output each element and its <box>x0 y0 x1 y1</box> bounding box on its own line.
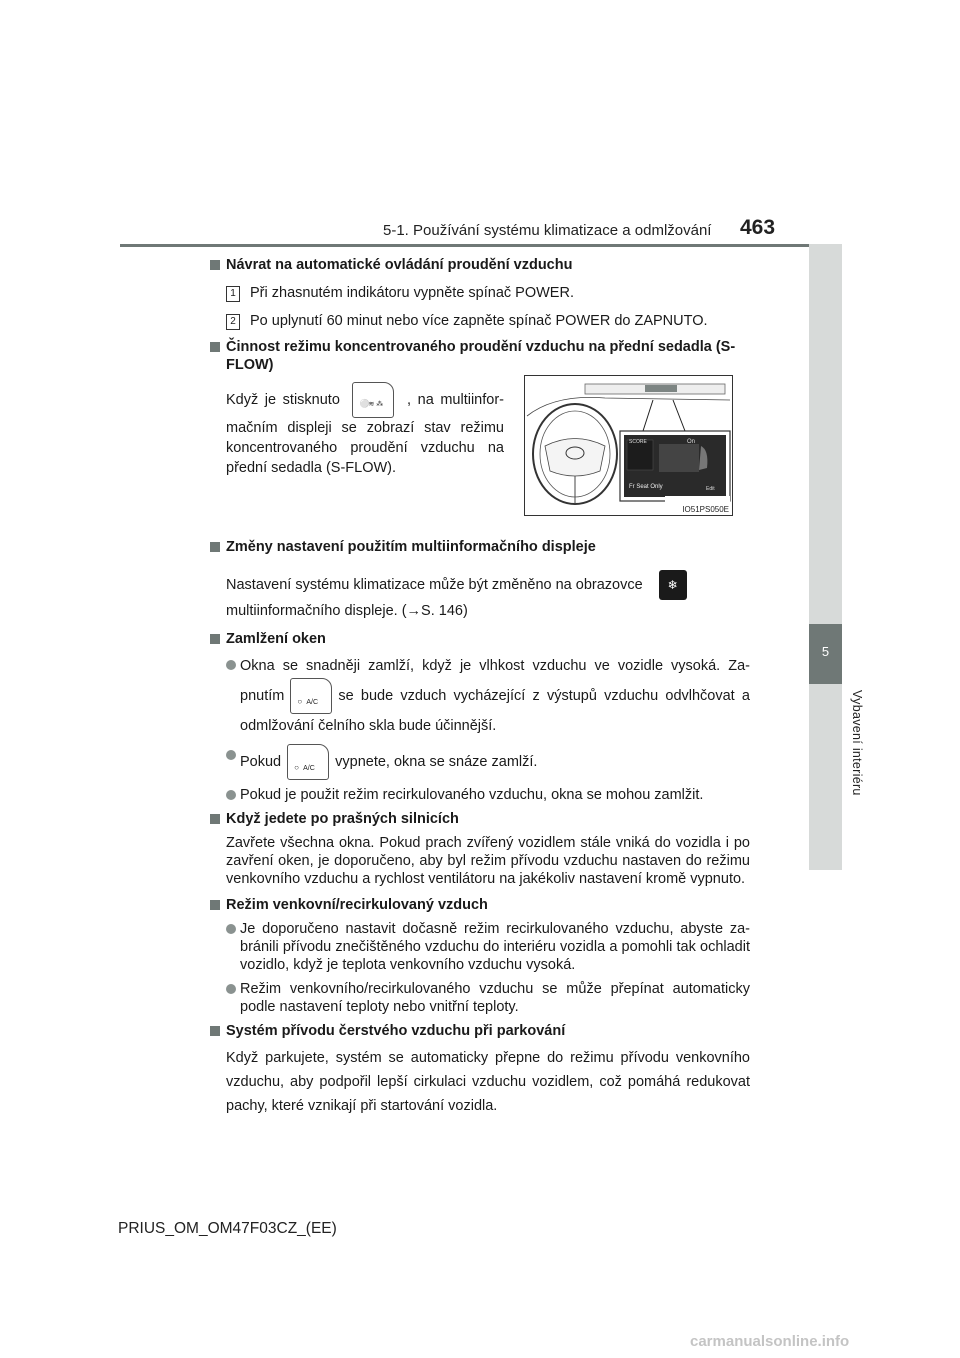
screen-title: SCORE <box>629 439 647 445</box>
section-heading: Systém přívodu čerstvého vzduchu při parkování <box>210 1022 750 1040</box>
list-item: Je doporučeno nastavit dočasně režim recirkulovaného vzduchu, abyste za-bránili přívodu znečištěného vzduchu do interiéru vozidla a pomohli tak ochladit vozidlo, když je teplota venkovního vzduchu vysoká. <box>226 920 750 974</box>
section-heading: Režim venkovní/recirkulovaný vzduch <box>210 896 750 914</box>
dashboard-illustration <box>524 375 733 516</box>
page-number: 463 <box>740 216 776 239</box>
list-item: Pokud je použit režim recirkulovaného vzduchu, okna se mohou zamlžit. <box>226 786 750 804</box>
square-bullet-icon <box>210 814 220 824</box>
round-bullet-icon <box>226 924 236 934</box>
watermark: carmanualsonline.info <box>690 1333 850 1350</box>
dashboard-drawing <box>525 376 732 515</box>
section-heading: Zamlžení oken <box>210 630 750 648</box>
square-bullet-icon <box>210 900 220 910</box>
square-bullet-icon <box>210 260 220 270</box>
list-item: Režim venkovního/recirkulovaného vzduchu se může přepínat automaticky podle nastavení teploty nebo vnitřní teploty. <box>226 980 750 1016</box>
footer-code: PRIUS_OM_OM47F03CZ_(EE) <box>118 1220 337 1237</box>
side-tab-top <box>809 244 842 624</box>
sflow-paragraph: Když je stisknuto ⚪ ≋ ⁂ , na multiinfor-mačním displeji se zobrazí stav režimu koncentrovaného proudění vzduchu na přední sedadla (S-FLOW). <box>226 382 504 524</box>
step-item: 2 Po uplynutí 60 minut nebo více zapněte spínač POWER do ZAPNUTO. <box>226 312 750 330</box>
dusty-roads-paragraph: Zavřete všechna okna. Pokud prach zvířený vozidlem stále vniká do vozidla i po zavření oken, je doporučeno, aby byl režim přívodu vzduchu nastaven do režimu venkovního vzduchu a rychlost ventilátoru na jakékoliv nastavení kromě vypnuto. <box>226 835 750 887</box>
round-bullet-icon <box>226 790 236 800</box>
step-item: 1 Při zhasnutém indikátoru vypněte spínač POWER. <box>226 284 750 302</box>
section-heading: Činnost režimu koncentrovaného proudění vzduchu na přední sedadla (S-FLOW) <box>210 338 750 374</box>
chapter-title: Vybavení interiéru <box>850 690 864 796</box>
round-bullet-icon <box>226 660 236 670</box>
figure-label: IO51PS050E <box>682 505 729 514</box>
square-bullet-icon <box>210 342 220 352</box>
parking-paragraph: Když parkujete, systém se automaticky přepne do režimu přívodu venkovního vzduchu, aby podpořil lepší cirkulaci vzduchu vozidlem, což pomáhá redukovat pachy, které vznikají při startování vozidla. <box>226 1050 750 1114</box>
round-bullet-icon <box>226 750 236 760</box>
chapter-number: 5 <box>809 624 842 684</box>
list-item: Pokud ○ A/C vypnete, okna se snáze zamlží. <box>226 744 750 780</box>
climate-display-icon: ❄ <box>659 570 687 600</box>
ac-button-icon: ○ A/C <box>287 744 329 780</box>
square-bullet-icon <box>210 634 220 644</box>
section-heading: Změny nastavení použitím multiinformačního displeje <box>210 538 750 556</box>
screen-on: On <box>687 439 696 445</box>
header-rule <box>120 244 842 247</box>
square-bullet-icon <box>210 1026 220 1036</box>
round-bullet-icon <box>226 984 236 994</box>
settings-paragraph: Nastavení systému klimatizace může být změněno na obrazovce ❄ multiinformačního displeje. (→S. 146) <box>226 570 750 622</box>
section-heading: Když jedete po prašných silnicích <box>210 810 750 828</box>
header-section-title: 5-1. Používání systému klimatizace a odmlžování <box>383 222 712 239</box>
screen-edit: Edit <box>706 486 715 492</box>
ac-button-icon: ○ A/C <box>290 678 332 714</box>
square-bullet-icon <box>210 542 220 552</box>
list-item: Okna se snadněji zamlží, když je vlhkost vzduchu ve vozidle vysoká. Za-pnutím ○ A/C se bude vzduch vycházející z výstupů vzduchu odvlhčovat a odmlžování čelního skla bude účinnější. <box>226 654 750 738</box>
section-heading: Návrat na automatické ovládání proudění vzduchu <box>210 256 750 274</box>
screen-mode: Fr Seat Only <box>629 484 663 490</box>
s-flow-button-icon: ⚪ ≋ ⁂ <box>352 382 394 418</box>
